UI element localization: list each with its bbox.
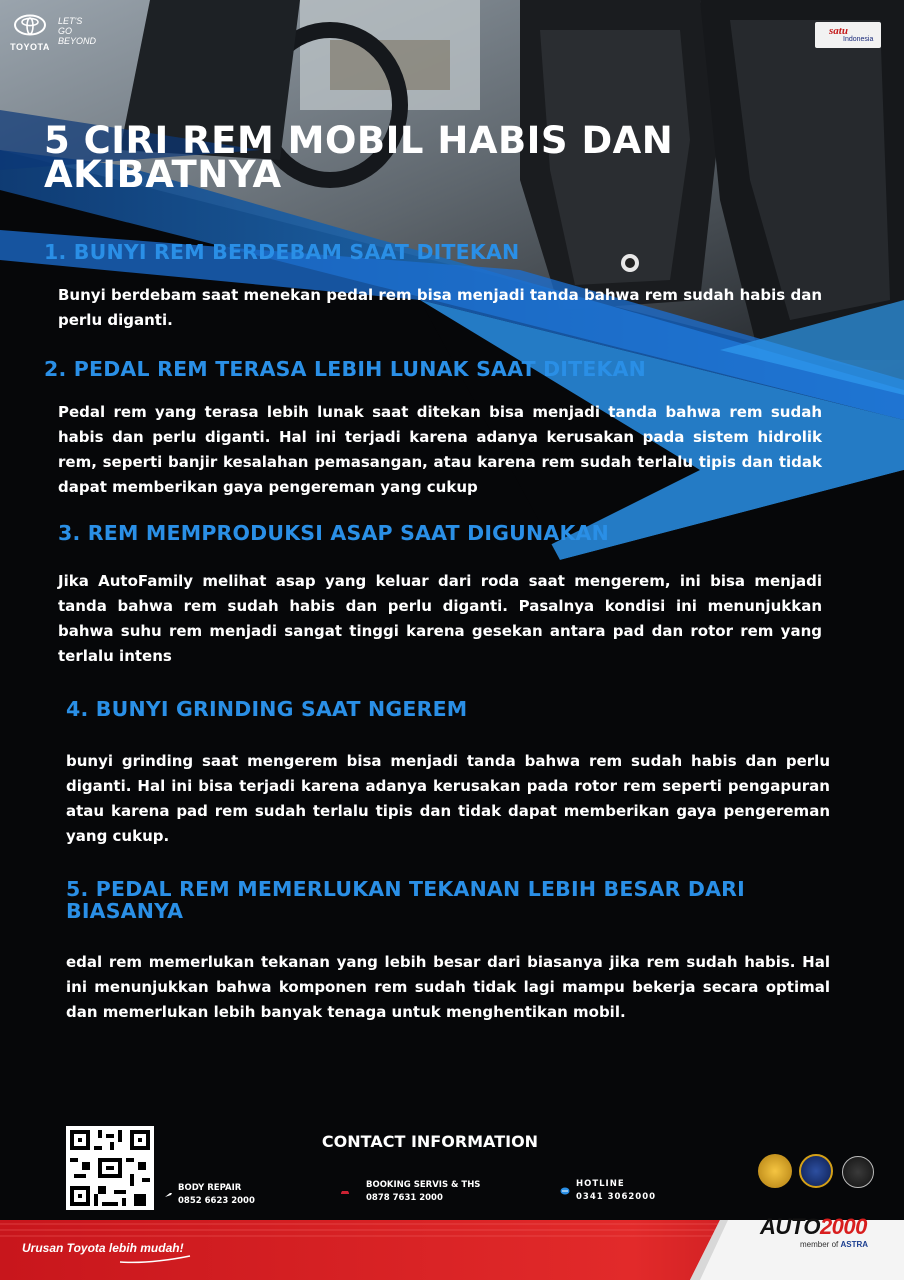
section-4-heading: 4. BUNYI GRINDING SAAT NGEREM	[66, 697, 468, 721]
partner-logo-text: satu	[829, 25, 848, 37]
partner-logo	[815, 22, 881, 48]
toyota-emblem-icon	[13, 14, 47, 36]
auto2000-logo	[760, 1214, 867, 1240]
top-brand-badge-icon	[799, 1154, 833, 1188]
partner-logo-sub: Indonesia	[843, 36, 874, 43]
section-4-body: bunyi grinding saat mengerem bisa menjadi tanda bahwa rem sudah habis dan perlu diganti. Hal ini bisa terjadi karena adanya kerusakan pada rotor rem seperti pengapuran atau karena pad rem sudah terlalu tipis dan tidak dapat memberikan gaya pengereman yang cukup.	[66, 752, 830, 845]
contact-value: 0852 6623 2000	[178, 1196, 255, 1206]
contact-body-repair[interactable]	[164, 1182, 255, 1208]
contact-title: CONTACT INFORMATION	[321, 1132, 539, 1151]
section-5-heading: 5. PEDAL REM MEMERLUKAN TEKANAN LEBIH BESAR DARI BIASANYA	[66, 877, 745, 923]
contact-hotline[interactable]	[560, 1178, 656, 1204]
auto2000-number: 2000	[819, 1214, 867, 1239]
contact-label: HOTLINE	[576, 1179, 625, 1189]
contact-booking[interactable]	[340, 1179, 480, 1205]
contact-value: 0341 3062000	[576, 1192, 657, 1202]
section-2-body: Pedal rem yang terasa lebih lunak saat ditekan bisa menjadi tanda bahwa rem sudah habis dan perlu diganti. Hal ini terjadi karena adanya kerusakan pada sistem hidrolik rem, seperti banjir kesalahan pemasangan, atau karena rem sudah terlalu tipis dan tidak dapat memberikan gaya pengereman yang cukup	[58, 403, 822, 496]
award-badge-icon	[758, 1154, 792, 1188]
qr-code[interactable]	[66, 1126, 154, 1210]
auto2000-word: AUTO	[760, 1214, 820, 1239]
contact-label: BODY REPAIR	[178, 1183, 242, 1193]
section-1-heading: 1. BUNYI REM BERDEBAM SAAT DITEKAN	[44, 240, 520, 264]
member-prefix: member of	[800, 1240, 839, 1249]
contact-label: BOOKING SERVIS & THS	[366, 1180, 481, 1190]
member-brand: ASTRA	[840, 1240, 869, 1249]
page-title: 5 CIRI REM MOBIL HABIS DAN AKIBATNYA	[44, 119, 674, 196]
wrench-icon	[164, 1191, 174, 1199]
best-brand-badge-icon	[842, 1156, 874, 1188]
phone-icon	[560, 1187, 570, 1195]
section-3-heading: 3. REM MEMPRODUKSI ASAP SAAT DIGUNAKAN	[58, 521, 609, 545]
slogan: Urusan Toyota lebih mudah!	[22, 1241, 184, 1255]
car-icon	[340, 1188, 350, 1196]
tagline: LET'S GO BEYOND	[58, 16, 97, 46]
qr-code-pattern	[66, 1126, 154, 1210]
brand-name: TOYOTA	[10, 42, 50, 52]
section-5-body: edal rem memerlukan tekanan yang lebih besar dari biasanya jika rem sudah habis. Hal ini menunjukkan bahwa komponen rem sudah tidak lagi mampu bekerja secara optimal dan memerlukan lebih banyak tenaga untuk menghentikan mobil.	[66, 953, 830, 1021]
contact-value: 0878 7631 2000	[366, 1193, 443, 1203]
section-1-body: Bunyi berdebam saat menekan pedal rem bisa menjadi tanda bahwa rem sudah habis dan perlu diganti.	[58, 286, 822, 329]
section-3-body: Jika AutoFamily melihat asap yang keluar dari roda saat mengerem, ini bisa menjadi tanda bahwa rem sudah habis dan perlu diganti. Pasalnya kondisi ini menunjukkan bahwa suhu rem menjadi sangat tinggi karena gesekan antara pad dan rotor rem yang terlalu intens	[58, 572, 822, 665]
toyota-logo	[8, 14, 52, 52]
section-2-heading: 2. PEDAL REM TERASA LEBIH LUNAK SAAT DITEKAN	[44, 357, 647, 381]
astra-member	[800, 1240, 868, 1249]
